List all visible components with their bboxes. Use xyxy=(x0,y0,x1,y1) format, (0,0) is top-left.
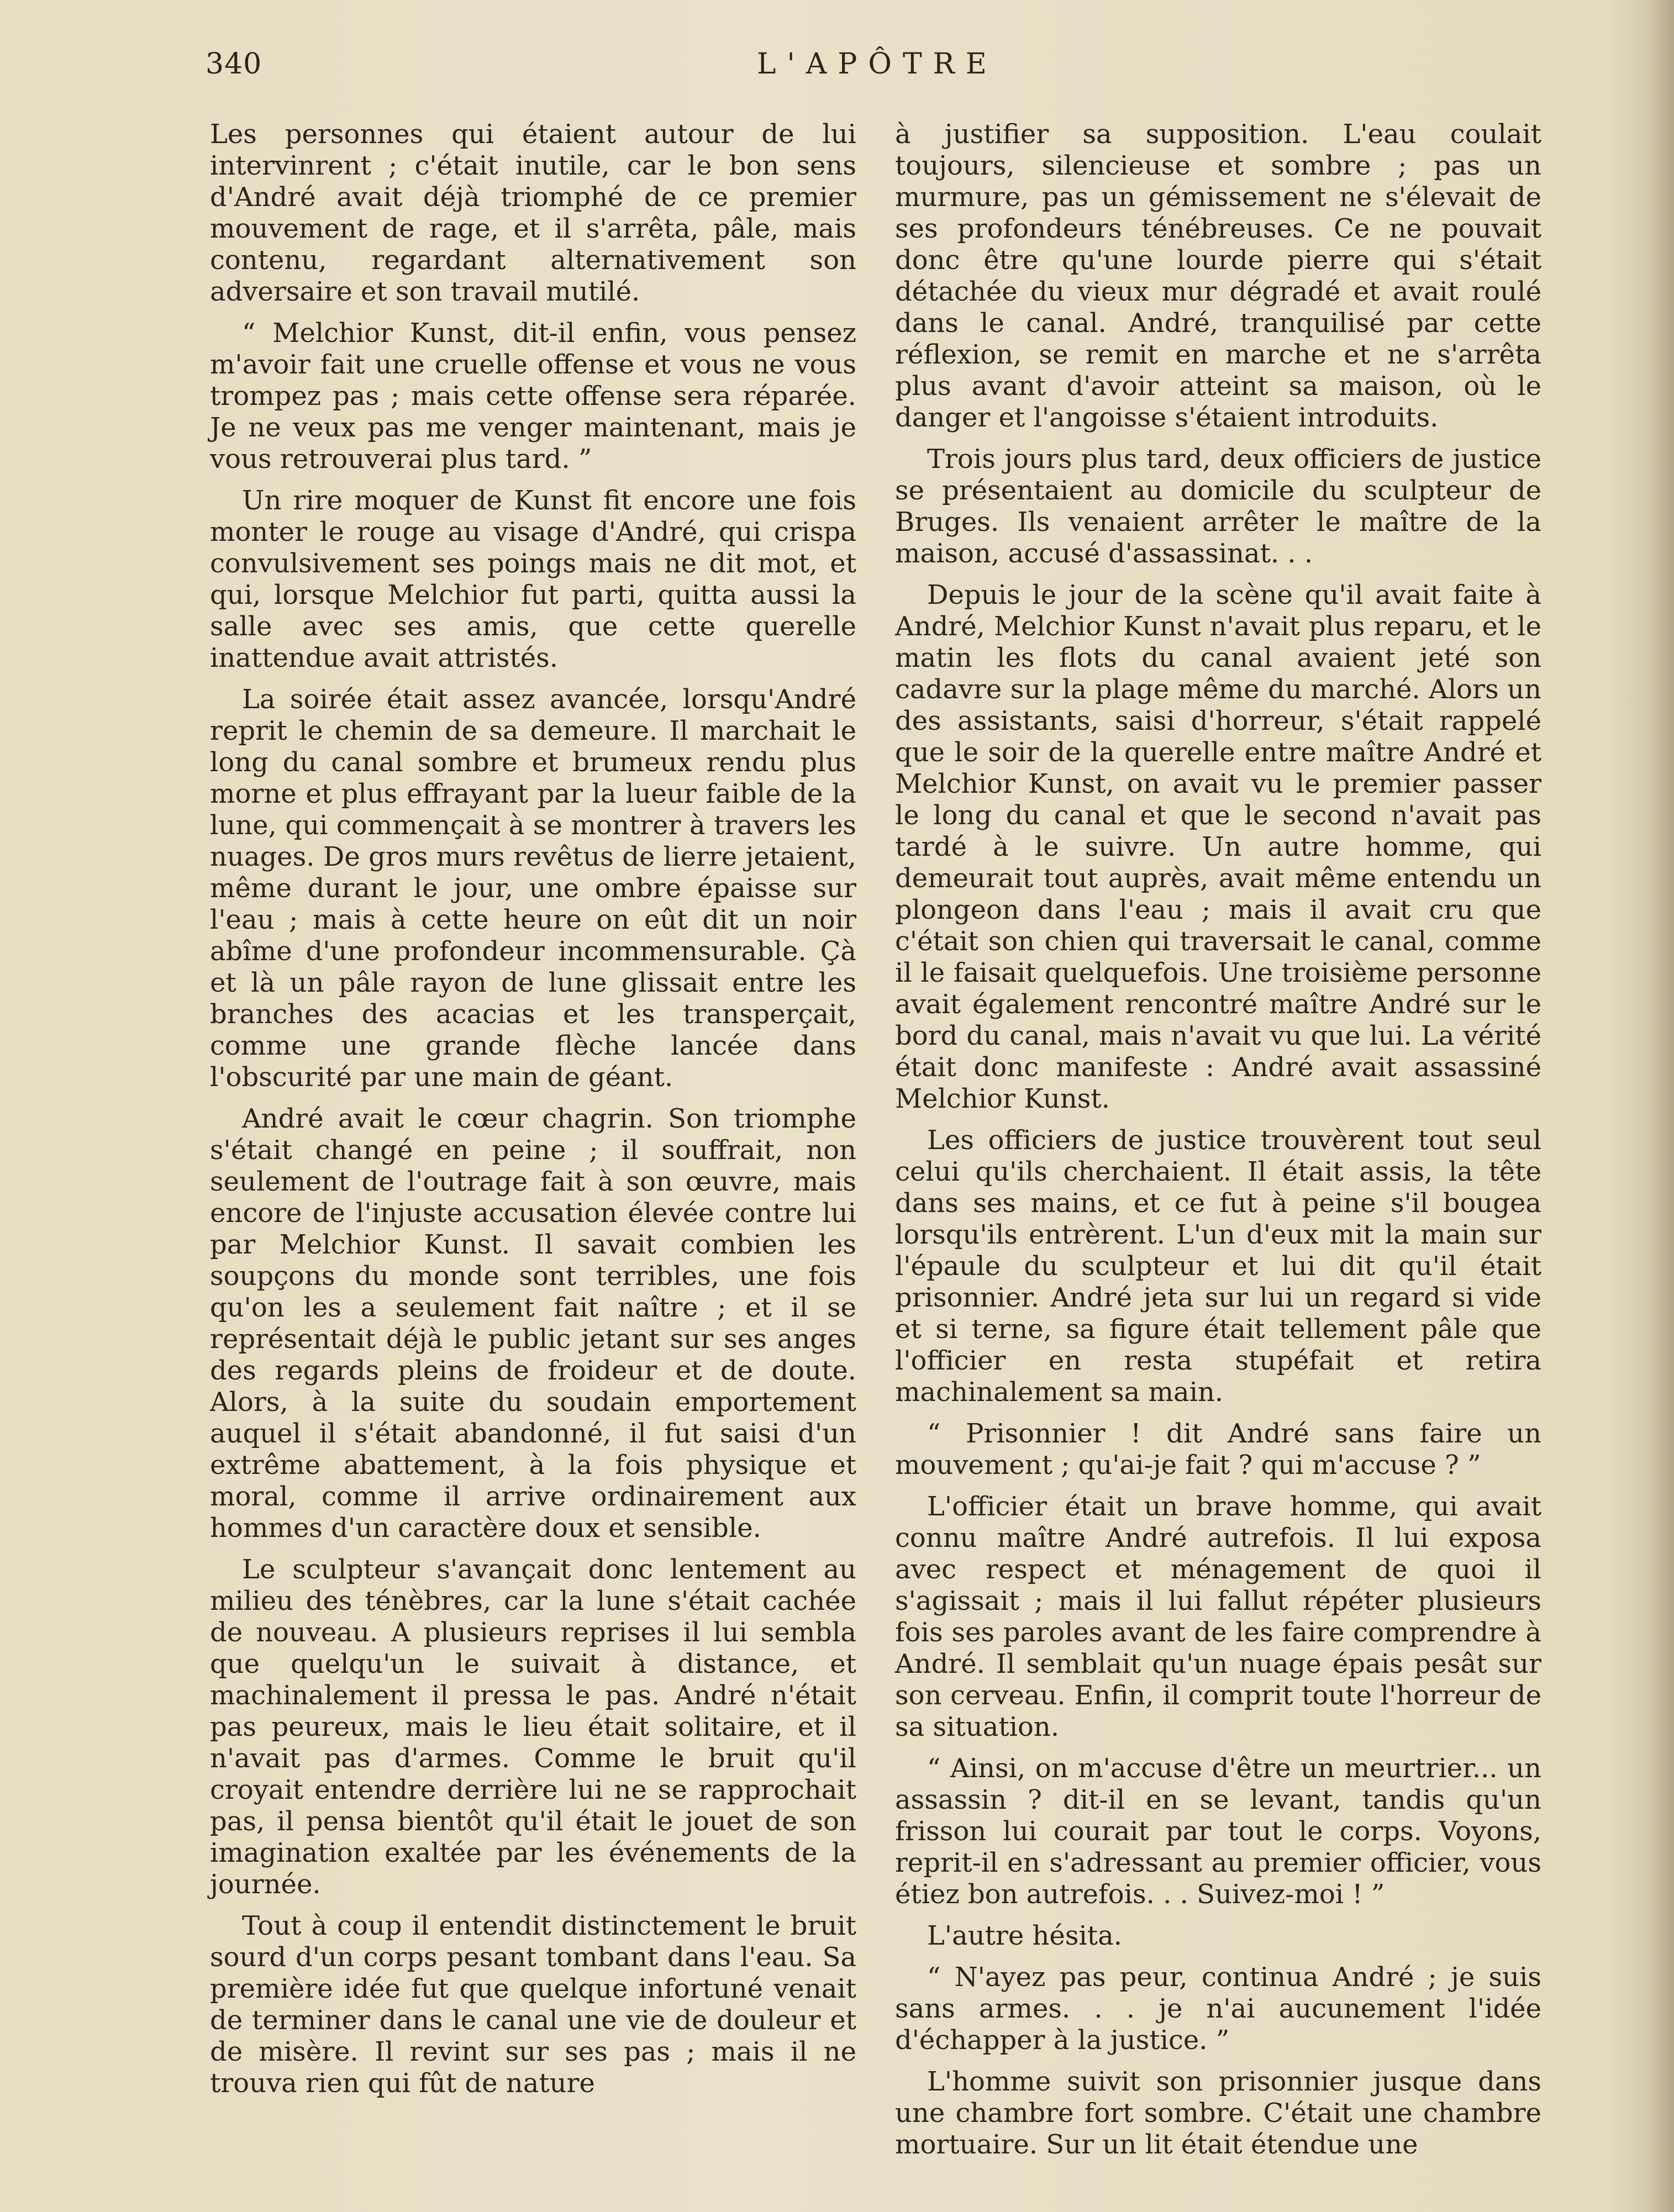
paragraph: “ Melchior Kunst, dit-il enfin, vous pensez m'avoir fait une cruelle offense et vous ne vous trompez pas ; mais cette offense sera réparée. Je ne veux pas me venger maintenant, mais je vous retrouverai plus tard. ” xyxy=(210,318,856,475)
page-number: 340 xyxy=(206,48,262,81)
right-column xyxy=(895,119,1541,2171)
paragraph: “ Prisonnier ! dit André sans faire un mouvement ; qu'ai-je fait ? qui m'accuse ? ” xyxy=(895,1418,1541,1481)
paragraph: Le sculpteur s'avançait donc lentement au milieu des ténèbres, car la lune s'était cachée de nouveau. A plusieurs reprises il lui sembla que quelqu'un le suivait à distance, et machinalement il pressa le pas. André n'était pas peureux, mais le lieu était solitaire, et il n'avait pas d'armes. Comme le bruit qu'il croyait entendre derrière lui ne se rapprochait pas, il pensa bientôt qu'il était le jouet de son imagination exaltée par les événements de la journée. xyxy=(210,1554,856,1900)
paragraph: L'homme suivit son prisonnier jusque dans une chambre fort sombre. C'était une chambre mortuaire. Sur un lit était étendue une xyxy=(895,2066,1541,2160)
paragraph: L'officier était un brave homme, qui avait connu maître André autrefois. Il lui exposa avec respect et ménagement de quoi il s'agissait ; mais il lui fallut répéter plusieurs fois ses paroles avant de les faire comprendre à André. Il semblait qu'un nuage épais pesât sur son cerveau. Enfin, il comprit toute l'horreur de sa situation. xyxy=(895,1491,1541,1742)
paragraph: La soirée était assez avancée, lorsqu'André reprit le chemin de sa demeure. Il marchait le long du canal sombre et brumeux rendu plus morne et plus effrayant par la lueur faible de la lune, qui commençait à se montrer à travers les nuages. De gros murs revêtus de lierre jetaient, même durant le jour, une ombre épaisse sur l'eau ; mais à cette heure on eût dit un noir abîme d'une profondeur incommensurable. Çà et là un pâle rayon de lune glissait entre les branches des acacias et les transperçait, comme une grande flèche lancée dans l'obscurité par une main de géant. xyxy=(210,684,856,1093)
page-edge-shadow xyxy=(1608,0,1674,2212)
paragraph: “ Ainsi, on m'accuse d'être un meurtrier... un assassin ? dit-il en se levant, tandis qu'un frisson lui courait par tout le corps. Voyons, reprit-il en s'adressant au premier officier, vous étiez bon autrefois. . . Suivez-moi ! ” xyxy=(895,1753,1541,1910)
paragraph: Un rire moquer de Kunst fit encore une fois monter le rouge au visage d'André, qui crispa convulsivement ses poings mais ne dit mot, et qui, lorsque Melchior fut parti, quitta aussi la salle avec ses amis, que cette querelle inattendue avait attristés. xyxy=(210,485,856,673)
paragraph: L'autre hésita. xyxy=(927,1920,1122,1951)
paragraph: André avait le cœur chagrin. Son triomphe s'était changé en peine ; il souffrait, non seulement de l'outrage fait à son œuvre, mais encore de l'injuste accusation élevée contre lui par Melchior Kunst. Il savait combien les soupçons du monde sont terribles, une fois qu'on les a seulement fait naître ; et il se représentait déjà le public jetant sur ses anges des regards pleins de froideur et de doute. Alors, à la suite du soudain emportement auquel il s'était abandonné, il fut saisi d'un extrême abattement, à la fois physique et moral, comme il arrive ordinairement aux hommes d'un caractère doux et sensible. xyxy=(210,1103,856,1544)
running-title: L'APÔTRE xyxy=(757,48,998,81)
left-column xyxy=(210,119,856,2109)
paragraph: Depuis le jour de la scène qu'il avait faite à André, Melchior Kunst n'avait plus reparu, et le matin les flots du canal avaient jeté son cadavre sur la plage même du marché. Alors un des assistants, saisi d'horreur, s'était rappelé que le soir de la querelle entre maître André et Melchior Kunst, on avait vu le premier passer le long du canal et que le second n'avait pas tardé à le suivre. Un autre homme, qui demeurait tout auprès, avait même entendu un plongeon dans l'eau ; mais il avait cru que c'était son chien qui traversait le canal, comme il le faisait quelquefois. Une troisième personne avait également rencontré maître André sur le bord du canal, mais n'avait vu que lui. La vérité était donc manifeste : André avait assassiné Melchior Kunst. xyxy=(895,580,1541,1114)
paragraph: Tout à coup il entendit distinctement le bruit sourd d'un corps pesant tombant dans l'eau. Sa première idée fut que quelque infortuné venait de terminer dans le canal une vie de douleur et de misère. Il revint sur ses pas ; mais il ne trouva rien qui fût de nature xyxy=(210,1910,856,2099)
paragraph: à justifier sa supposition. L'eau coulait toujours, silencieuse et sombre ; pas un murmure, pas un gémissement ne s'élevait de ses profondeurs ténébreuses. Ce ne pouvait donc être qu'une lourde pierre qui s'était détachée du vieux mur dégradé et avait roulé dans le canal. André, tranquilisé par cette réflexion, se remit en marche et ne s'arrêta plus avant d'avoir atteint sa maison, où le danger et l'angoisse s'étaient introduits. xyxy=(895,119,1541,433)
paragraph: Les personnes qui étaient autour de lui intervinrent ; c'était inutile, car le bon sens d'André avait déjà triomphé de ce premier mouvement de rage, et il s'arrêta, pâle, mais contenu, regardant alternativement son adversaire et son travail mutilé. xyxy=(210,119,856,307)
paragraph: Trois jours plus tard, deux officiers de justice se présentaient au domicile du sculpteur de Bruges. Ils venaient arrêter le maître de la maison, accusé d'assassinat. . . xyxy=(895,444,1541,569)
paragraph: “ N'ayez pas peur, continua André ; je suis sans armes. . . je n'ai aucunement l'idée d'échapper à la justice. ” xyxy=(895,1962,1541,2056)
paragraph: Les officiers de justice trouvèrent tout seul celui qu'ils cherchaient. Il était assis, la tête dans ses mains, et ce fut à peine s'il bougea lorsqu'ils entrèrent. L'un d'eux mit la main sur l'épaule du sculpteur et lui dit qu'il était prisonnier. André jeta sur lui un regard si vide et si terne, sa figure était tellement pâle que l'officier en resta stupéfait et retira machinalement sa main. xyxy=(895,1125,1541,1408)
